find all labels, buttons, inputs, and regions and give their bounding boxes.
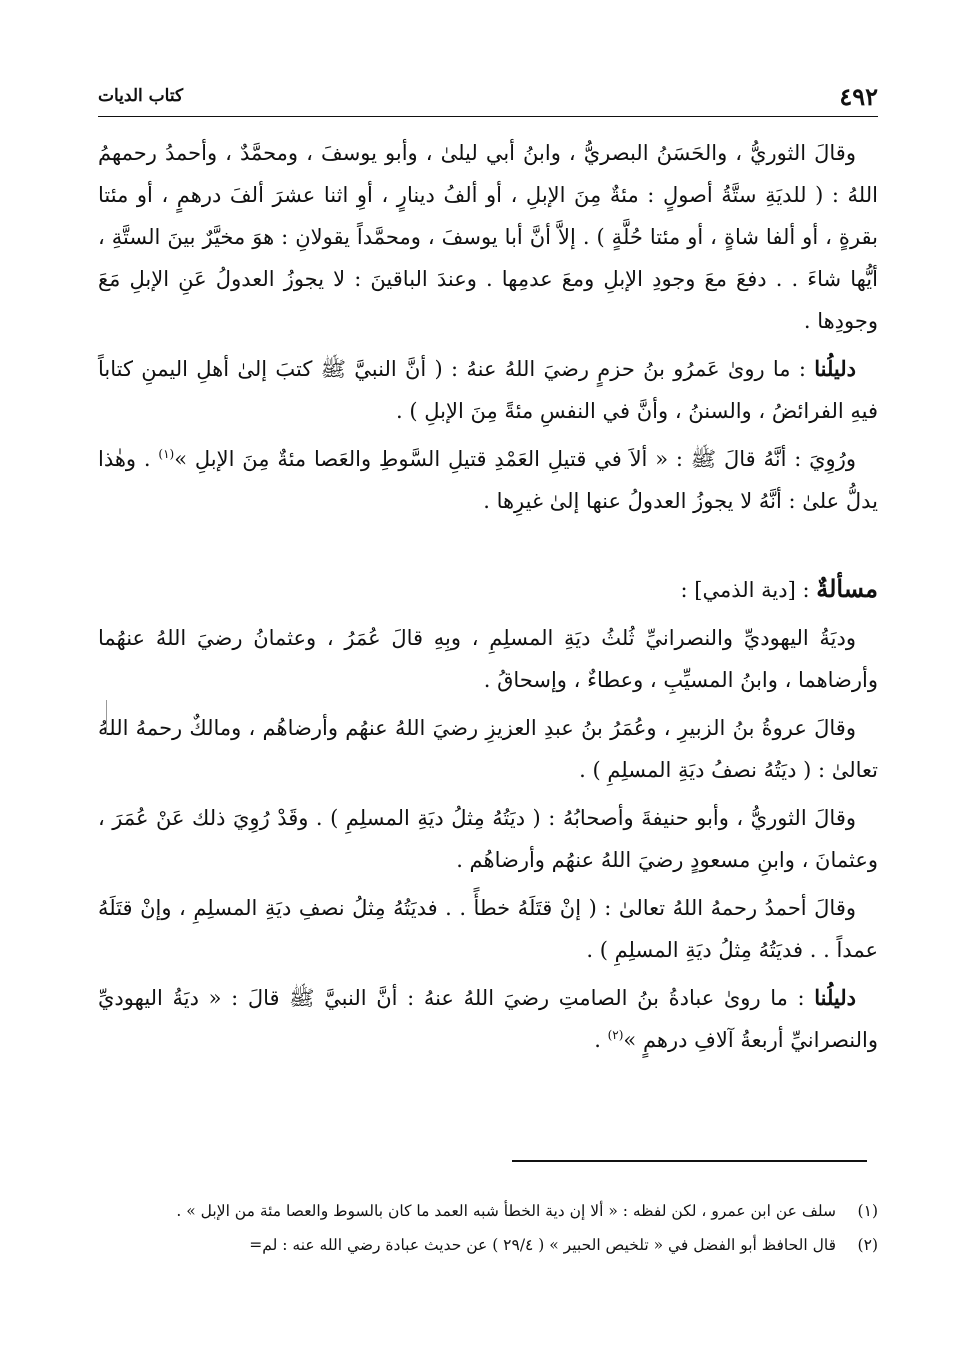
section-gap: [98, 528, 878, 568]
footnote: [98, 1194, 878, 1228]
evidence-keyword: دليلُنا: [814, 356, 856, 381]
footnote-ref[interactable]: (٢): [607, 1028, 624, 1042]
footnote-separator: [512, 1160, 867, 1162]
evidence-keyword: دليلُنا: [814, 985, 856, 1010]
paragraph: دليلُنا : ما روىٰ عبادةُ بنُ الصامتِ رضيَ اللهُ عنهُ : أنَّ النبيَّ ﷺ قالَ : « ديَةُ اليهوديِّ والنصرانيِّ أربعةُ آلافِ درهمٍ »$^{(٢)}$ .: [98, 985, 878, 1052]
footnote-ref[interactable]: (١): [158, 447, 175, 461]
masala-title: : [دية الذمي] :: [680, 578, 817, 602]
page-header: [98, 80, 878, 117]
footnote-text: قال الحافظ أبو الفضل في « تلخيص الحبير » ( ٢٩/٤ ) عن حديث عبادة رضي الله عنه : لم=: [249, 1236, 836, 1254]
paragraph: وقالَ عروةُ بنُ الزبيرِ ، وعُمَرُ بنُ عبدِ العزيزِ رضيَ اللهُ عنهُم وأرضاهُم ، ومالكٌ رحمهُ اللهُ تعالىٰ : ( ديَتُهُ نصفُ ديَةِ المسلِمِ ) .: [98, 716, 878, 782]
paragraph: وقالَ الثوريُّ ، وأبو حنيفةَ وأصحابُهُ : ( ديَتُهُ مِثلُ ديَةِ المسلِمِ ) . وقَدْ رُوِيَ ذلك عَنْ عُمَرَ ، وعثمانَ ، وابنِ مسعودٍ رضيَ اللهُ عنهُم وأرضاهُم .: [98, 806, 878, 872]
footnote: [98, 1228, 878, 1262]
main-text: [98, 132, 878, 1067]
footnote-number: (٢): [857, 1236, 878, 1254]
paragraph: دليلُنا : ما روىٰ عَمرُو بنُ حزمٍ رضيَ اللهُ عنهُ : ( أنَّ النبيَّ ﷺ كتبَ إلىٰ أهلِ اليمنِ كتاباً فيهِ الفرائضُ ، والسننُ ، وأنَّ في النفسِ مئةً مِنَ الإبلِ ) .: [98, 356, 878, 423]
footnotes: [98, 1194, 878, 1262]
running-title: كتاب الديات: [98, 86, 184, 106]
paragraph: وقالَ أحمدُ رحمهُ اللهُ تعالىٰ : ( إنْ قتَلَهُ خطأً . . فديَتُهُ مِثلُ نصفِ ديَةِ المسلِمِ ، وإنْ قتَلَهُ عمداً . . فديَتُهُ مِثلُ ديَةِ المسلِمِ ) .: [98, 896, 878, 962]
paragraph: ورُوِيَ : أنَّهُ قالَ ﷺ : « ألاَ في قتيلِ العَمْدِ قتيلِ السَّوطِ والعَصا مئةٌ مِنَ الإبلِ »$^{(١)}$ . وهٰذا يدلُّ علىٰ : أنَّهُ لا يجوزُ العدولُ عنها إلىٰ غيرِها .: [98, 447, 878, 513]
footnote-text: سلف عن ابن عمرو ، لكن لفظه : « ألا إن دية الخطأ شبه العمد ما كان بالسوط والعصا مئة من الإبل » .: [176, 1202, 836, 1220]
masala-label: مسألةٌ: [816, 574, 878, 603]
section-heading: [98, 568, 878, 611]
paragraph: وديَةُ اليهوديِّ والنصرانيِّ ثُلثُ ديَةِ المسلِمِ ، وبِهِ قالَ عُمَرُ ، وعثمانُ رضيَ اللهُ عنهُما وأرضاهما ، وابنُ المسيِّبِ ، وعطاءٌ ، وإسحاقُ .: [98, 626, 878, 692]
footnote-number: (١): [857, 1202, 878, 1220]
margin-mark: [106, 700, 107, 734]
page-number: ٤٩٢: [839, 82, 878, 111]
paragraph: وقالَ الثوريُّ ، والحَسَنُ البصريُّ ، وابنُ أبي ليلىٰ ، وأبو يوسفَ ، ومحمَّدٌ ، وأحمدُ رحمهمُ اللهُ : ( للديَةِ ستَّةُ أصولٍ : مئةٌ مِنَ الإبلِ ، أو ألفُ دينارٍ ، أوِ اثنا عشرَ ألفَ درهمٍ ، أو مئتا بقرةٍ ، أو ألفا شاةٍ ، أو مئتا حُلَّةٍ ) . إلاَّ أنَّ أبا يوسفَ ، ومحمَّداً يقولانِ : هوَ مخيَّرٌ بينَ الستَّةِ ، أيُّها شاءَ . . دفعَ معَ وجودِ الإبلِ ومعَ عدمِها . وعندَ الباقينَ : لا يجوزُ العدولُ عَنِ الإبلِ مَعَ وجودِها .: [98, 141, 878, 333]
